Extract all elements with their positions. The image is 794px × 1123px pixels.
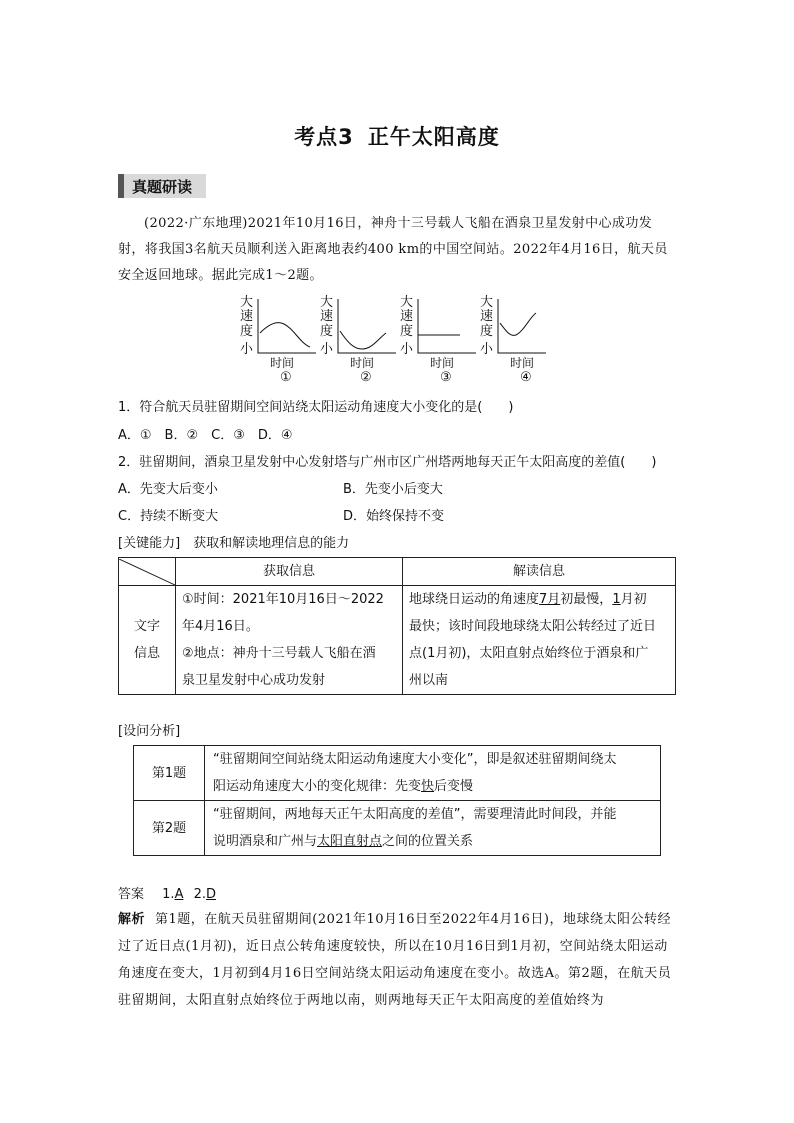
graph-number: ① bbox=[280, 370, 292, 385]
y-label-speed-2: 度 bbox=[320, 324, 334, 339]
answer-1-prefix: 1. bbox=[162, 887, 175, 902]
y-label-speed-2: 度 bbox=[240, 324, 254, 339]
y-label-speed-2: 度 bbox=[480, 324, 494, 339]
row-q1-label: 第1题 bbox=[134, 746, 205, 801]
q2-text: 说明酒泉和广州与 bbox=[213, 834, 318, 849]
section-tag bbox=[118, 174, 206, 198]
explanation-label: 解析 bbox=[118, 912, 146, 927]
y-label-small: 小 bbox=[400, 342, 414, 357]
y-label-small: 小 bbox=[480, 342, 494, 357]
question-1: 1．符合航天员驻留期间空间站绕太阳运动角速度大小变化的是( ) bbox=[118, 400, 514, 415]
q1-line-2 bbox=[213, 773, 652, 800]
read-line-2: 最快；该时间段地球绕太阳公转经过了近日 bbox=[409, 619, 657, 634]
read-line-3: 点(1月初)，太阳直射点始终位于酒泉和广 bbox=[409, 646, 649, 661]
underline-direct-point: 太阳直射点 bbox=[317, 834, 383, 849]
q2-text: 之间的位置关系 bbox=[382, 834, 474, 849]
answer-1: A bbox=[174, 887, 184, 902]
topic-name: 正午太阳高度 bbox=[367, 125, 500, 149]
y-label-speed-1: 速 bbox=[320, 309, 334, 324]
get-line-3: ②地点：神舟十三号载人飞船在酒 bbox=[182, 646, 376, 661]
section-tag-label: 真题研读 bbox=[132, 178, 193, 196]
x-label: 时间 bbox=[510, 356, 535, 370]
key-ability: [关键能力] 获取和解读地理信息的能力 bbox=[118, 536, 350, 551]
graph-3-plot bbox=[400, 295, 480, 357]
x-label: 时间 bbox=[270, 356, 295, 370]
read-text: 初最慢， bbox=[560, 592, 613, 607]
read-info-cell bbox=[403, 586, 676, 695]
answer-label: 答案 bbox=[118, 887, 145, 902]
row-label bbox=[119, 586, 176, 695]
info-table bbox=[118, 557, 676, 695]
get-line-1: ①时间：2021年10月16日～2022 bbox=[182, 592, 384, 607]
row-q2-text bbox=[205, 801, 661, 856]
analysis-table bbox=[133, 745, 661, 856]
underline-july: 7月 bbox=[539, 592, 561, 607]
graph-2 bbox=[320, 295, 400, 387]
q1-line-1: “驻留期间空间站绕太阳运动角速度大小变化”，即是叙述驻留期间绕太 bbox=[213, 752, 617, 767]
graph-2-plot bbox=[320, 295, 400, 357]
option-d: D．始终保持不变 bbox=[343, 509, 445, 524]
row-label-line-2: 信息 bbox=[133, 646, 160, 661]
q1-text: 阳运动角速度大小的变化规律：先变 bbox=[213, 779, 422, 794]
question-1-options: A．① B．② C．③ D．④ bbox=[118, 428, 293, 443]
option-a: A．先变大后变小 bbox=[118, 482, 218, 497]
diagonal-header-cell bbox=[119, 558, 176, 586]
intro-paragraph: (2022·广东地理)2021年10月16日，神舟十三号载人飞船在酒泉卫星发射中心成功发射，将我国3名航天员顺利送入距离地表约400 km的中国空间站。2022年4月16日，航天员安全返回地球。据此完成1～2题。 bbox=[118, 216, 668, 283]
read-line-4: 州以南 bbox=[409, 673, 449, 688]
q2-line-1: “驻留期间，两地每天正午太阳高度的差值”，需要理清此时间段，并能 bbox=[213, 807, 617, 822]
option-b: B．先变小后变大 bbox=[343, 482, 443, 497]
analysis-label: [设问分析] bbox=[118, 724, 181, 739]
graph-number: ② bbox=[360, 370, 372, 385]
row-label-line-1: 文字 bbox=[133, 619, 160, 634]
option-c: C．持续不断变大 bbox=[118, 509, 219, 524]
y-label-big: 大 bbox=[400, 295, 414, 310]
graph-number: ③ bbox=[440, 370, 452, 385]
y-label-small: 小 bbox=[320, 342, 334, 357]
question-2: 2．驻留期间，酒泉卫星发射中心发射塔与广州市区广州塔两地每天正午太阳高度的差值( ) bbox=[118, 455, 657, 470]
read-text: 地球绕日运动的角速度 bbox=[409, 592, 540, 607]
q2-line-2 bbox=[213, 828, 652, 855]
answer-2: D bbox=[206, 887, 217, 902]
y-label-speed-1: 速 bbox=[400, 309, 414, 324]
y-label-small: 小 bbox=[240, 342, 254, 357]
explanation bbox=[118, 906, 678, 1014]
section-tag-bar bbox=[118, 174, 124, 198]
x-label: 时间 bbox=[350, 356, 375, 370]
graph-4-plot bbox=[480, 295, 560, 357]
read-text: 月初 bbox=[620, 592, 647, 607]
q1-text: 后变慢 bbox=[434, 779, 474, 794]
y-label-big: 大 bbox=[480, 295, 494, 310]
get-info-cell bbox=[176, 586, 403, 695]
header-read-info: 解读信息 bbox=[403, 558, 676, 586]
answer-2-prefix: 2. bbox=[193, 887, 207, 902]
underline-fast: 快 bbox=[421, 779, 435, 794]
x-label: 时间 bbox=[430, 356, 455, 370]
y-label-speed-1: 速 bbox=[240, 309, 254, 324]
y-label-speed-2: 度 bbox=[400, 324, 414, 339]
graph-1-plot bbox=[240, 295, 320, 357]
diagonal-line bbox=[119, 559, 175, 585]
graph-1 bbox=[240, 295, 320, 387]
row-q1-text bbox=[205, 746, 661, 801]
speed-graphs bbox=[240, 295, 550, 387]
y-label-speed-1: 速 bbox=[480, 309, 494, 324]
graph-number: ④ bbox=[520, 370, 532, 385]
y-label-big: 大 bbox=[240, 295, 254, 310]
graph-3 bbox=[400, 295, 480, 387]
get-line-4: 泉卫星发射中心成功发射 bbox=[182, 673, 326, 688]
answer-line bbox=[118, 883, 216, 902]
underline-january: 1 bbox=[612, 592, 621, 607]
get-line-2: 年4月16日。 bbox=[182, 619, 259, 634]
page-title bbox=[0, 121, 794, 151]
graph-4 bbox=[480, 295, 560, 387]
explanation-text: 第1题，在航天员驻留期间(2021年10月16日至2022年4月16日)，地球绕太阳公转经过了近日点(1月初)，近日点公转角速度较快，所以在10月16日到1月初，空间站绕太阳运动角速度在变大，1月初到4月16日空间站绕太阳运动角速度在变小。故选A。第2题，在航天员驻留期间，太阳直射点始终位于两地以南，则两地每天正午太阳高度的差值始终为 bbox=[118, 912, 672, 1008]
topic-number: 考点3 bbox=[294, 125, 354, 149]
header-get-info: 获取信息 bbox=[176, 558, 403, 586]
y-label-big: 大 bbox=[320, 295, 334, 310]
row-q2-label: 第2题 bbox=[134, 801, 205, 856]
read-line-1 bbox=[409, 586, 669, 613]
